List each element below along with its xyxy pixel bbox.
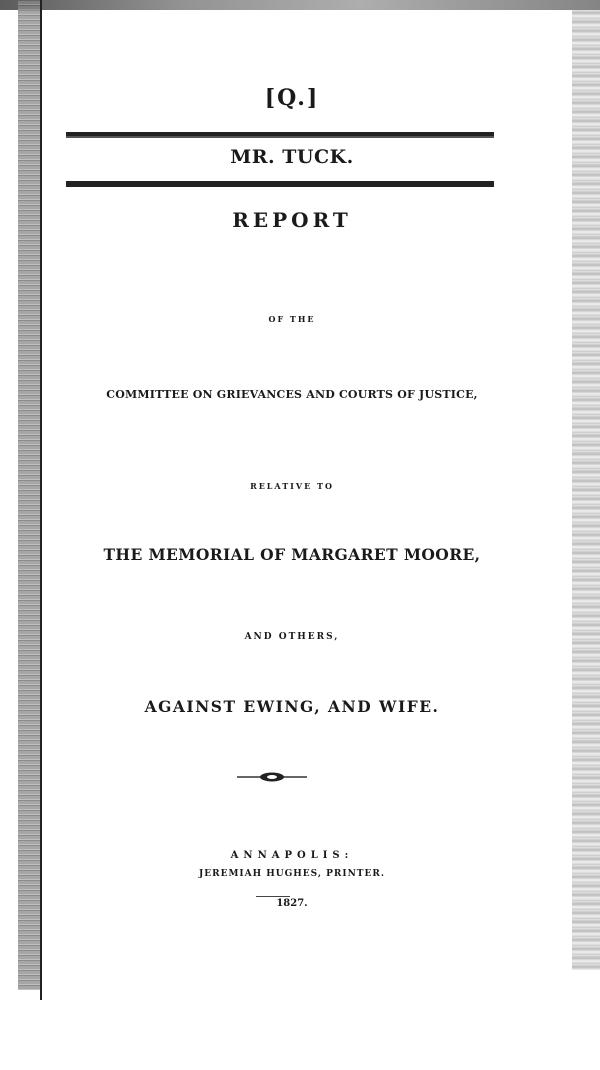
ornament-divider-icon — [237, 770, 307, 784]
relative-to-line: RELATIVE TO — [250, 481, 334, 491]
document-type-heading: REPORT — [232, 208, 352, 232]
and-others-line: AND OTHERS, — [244, 632, 340, 642]
imprint-place: ANNAPOLIS: — [230, 850, 354, 861]
top-rule — [66, 132, 494, 138]
page-number: [Q.] — [264, 85, 320, 111]
scan-binding-edge — [18, 0, 40, 990]
imprint-rule — [256, 896, 290, 897]
title-page — [42, 10, 572, 1070]
committee-line: COMMITTEE ON GRIEVANCES AND COURTS OF JUSTICE, — [106, 388, 478, 401]
scan-right-edge — [572, 10, 600, 970]
imprint-printer: JEREMIAH HUGHES, PRINTER. — [199, 869, 385, 879]
imprint-year: 1827. — [276, 898, 308, 909]
against-line: AGAINST EWING, AND WIFE. — [144, 697, 440, 716]
author-line: MR. TUCK. — [230, 146, 354, 168]
memorial-line: THE MEMORIAL OF MARGARET MOORE, — [103, 545, 481, 564]
scan-top-edge — [0, 0, 600, 10]
of-the-line: OF THE — [268, 314, 316, 324]
bottom-rule — [66, 181, 494, 187]
